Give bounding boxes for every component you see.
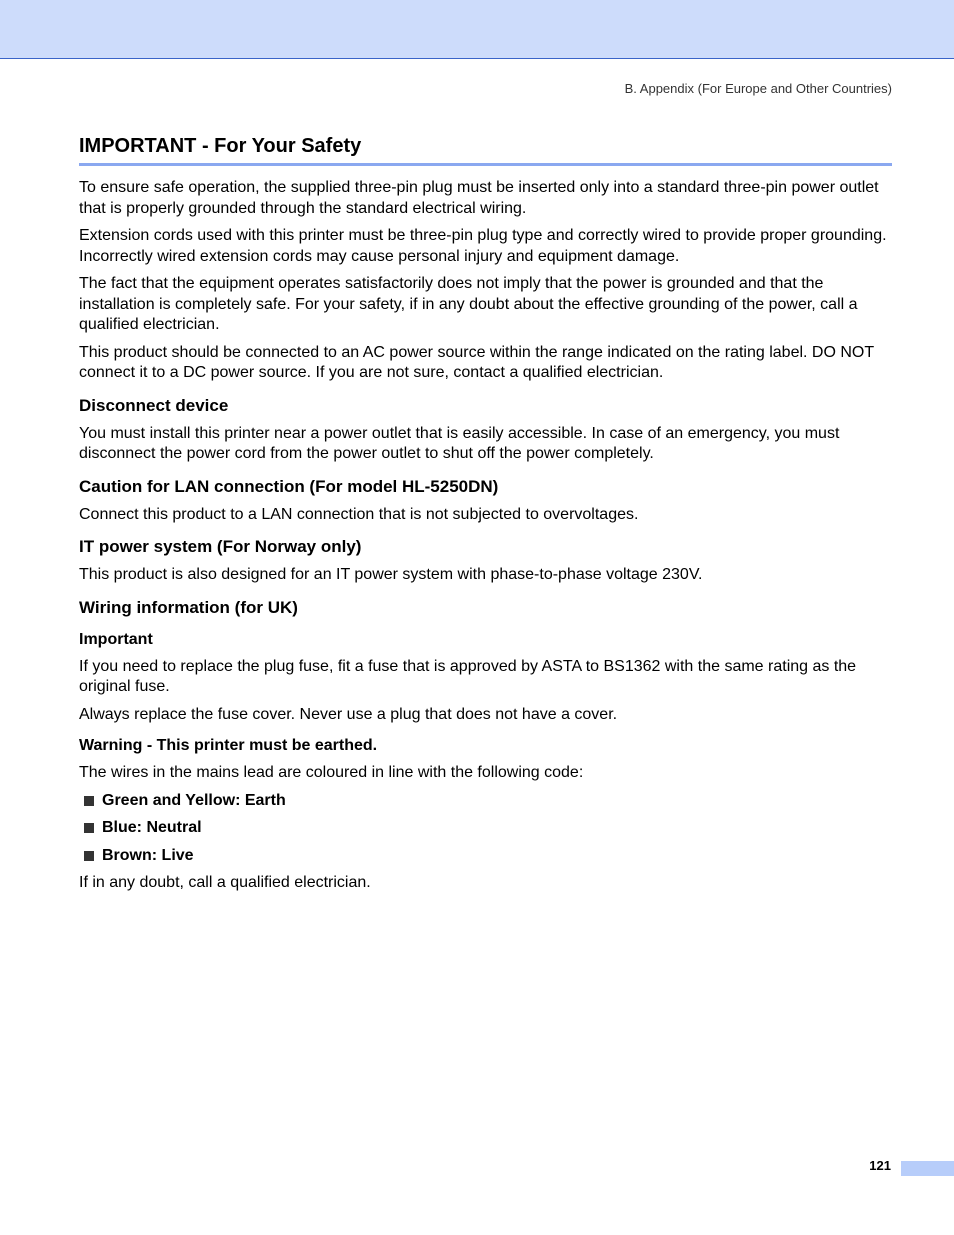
page-content: [79, 135, 892, 894]
header-band: [0, 0, 954, 59]
disconnect-device-text: You must install this printer near a power outlet that is easily accessible. In case of an emergency, you must disconnect the power cord from the power outlet to shut off the power completely.: [79, 424, 840, 462]
wire-code-label: Green and Yellow: Earth: [102, 791, 286, 809]
list-item: [79, 846, 892, 867]
intro-paragraph-3: The fact that the equipment operates satisfactorily does not imply that the power is grounded and that the installation is completely safe. For your safety, if in any doubt about the effective grounding of the power, call a qualified electrician.: [79, 275, 858, 333]
square-bullet-icon: [84, 796, 94, 806]
intro-paragraph-1: To ensure safe operation, the supplied three-pin plug must be inserted only into a standard three-pin power outlet that is properly grounded through the standard electrical wiring.: [79, 179, 879, 217]
wire-code-list: [79, 791, 892, 867]
warning-subheading: Warning - This printer must be earthed.: [79, 737, 378, 754]
fuse-cover-paragraph: Always replace the fuse cover. Never use a plug that does not have a cover.: [79, 705, 618, 723]
intro-paragraph-2: Extension cords used with this printer must be three-pin plug type and correctly wired to provide proper grounding. Incorrectly wired extension cords may cause personal injury and equipment damage.: [79, 227, 887, 265]
wiring-info-heading: Wiring information (for UK): [79, 597, 298, 617]
wire-code-label: Blue: Neutral: [102, 819, 202, 836]
wire-code-label: Brown: Live: [102, 846, 194, 864]
disconnect-device-heading: Disconnect device: [79, 395, 229, 415]
wire-code-intro: The wires in the mains lead are coloured in line with the following code:: [79, 764, 584, 781]
list-item: [79, 818, 892, 839]
page-title: IMPORTANT - For Your Safety: [79, 135, 892, 166]
page-number: 121: [869, 1158, 891, 1173]
important-subheading: Important: [79, 630, 153, 648]
it-power-heading: IT power system (For Norway only): [79, 537, 362, 556]
list-item: [79, 791, 892, 812]
it-power-text: This product is also designed for an IT power system with phase-to-phase voltage 230V.: [79, 566, 703, 583]
footer-tab: [901, 1161, 954, 1176]
lan-caution-text: Connect this product to a LAN connection that is not subjected to overvoltages.: [79, 505, 639, 523]
lan-caution-heading: Caution for LAN connection (For model HL-5250DN): [79, 476, 499, 496]
closing-note: If in any doubt, call a qualified electrician.: [79, 874, 371, 891]
square-bullet-icon: [84, 823, 94, 833]
square-bullet-icon: [84, 851, 94, 861]
running-header: B. Appendix (For Europe and Other Countries): [624, 81, 892, 96]
fuse-paragraph: If you need to replace the plug fuse, fit a fuse that is approved by ASTA to BS1362 with the same rating as the original fuse.: [79, 657, 857, 695]
intro-paragraph-4: This product should be connected to an AC power source within the range indicated on the rating label. DO NOT connect it to a DC power source. If you are not sure, contact a qualified electrician.: [79, 343, 874, 381]
